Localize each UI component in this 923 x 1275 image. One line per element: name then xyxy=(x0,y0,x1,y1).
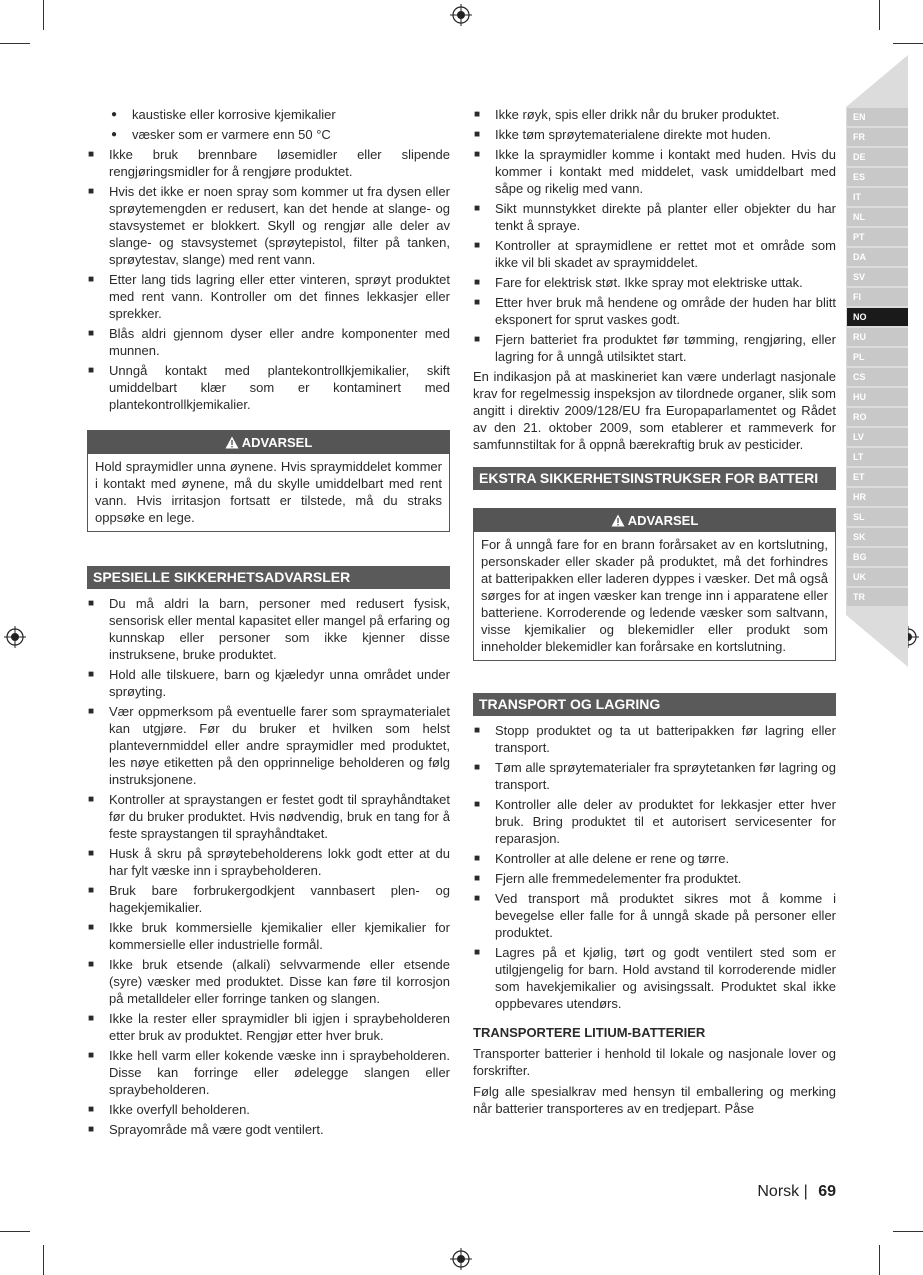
right-column xyxy=(473,106,836,1121)
list-item: ■ Sikt munnstykket direkte på planter eller objekter du har tenkt å spraye. xyxy=(473,200,836,234)
footer-separator: | xyxy=(803,1183,808,1200)
page-footer xyxy=(757,1183,836,1201)
list-item: ■ Ikke bruk etsende (alkali) selvvarmende eller etsende (syre) væsker med produktet. Disse kan føre til korrosjon på metalldeler eller forringe tanken og slangen. xyxy=(87,956,450,1007)
list-item: ■ Tøm alle sprøytematerialer fra sprøytetanken før lagring og transport. xyxy=(473,759,836,793)
bullet-list xyxy=(473,106,836,365)
tab-language-it[interactable]: IT xyxy=(847,188,908,206)
bullet-list xyxy=(87,146,450,413)
list-item: ■ Ikke la rester eller spraymidler bli igjen i spraybeholderen etter bruk av produktet. Rengjør etter hver bruk. xyxy=(87,1010,450,1044)
tab-language-ru[interactable]: RU xyxy=(847,328,908,346)
tab-language-hr[interactable]: HR xyxy=(847,488,908,506)
list-item: ■ Fare for elektrisk støt. Ikke spray mot elektriske uttak. xyxy=(473,274,836,291)
warning-triangle-icon xyxy=(611,514,625,527)
crop-mark xyxy=(43,1245,44,1275)
directive-paragraph: En indikasjon på at maskineriet kan være underlagt nasjonale krav for regelmessig inspeksjon av tilordnede organer, slik som angitt i direktiv 2009/128/EU fra Europaparlamentet og Rådet av den 21. oktober 2009, som etablerer et rammeverk for samfunnstiltak for å oppnå bærekraftig bruk av pesticider. xyxy=(473,369,836,452)
list-item: ● væsker som er varmere enn 50 °C xyxy=(87,126,450,143)
list-item: ■ Fjern alle fremmedelementer fra produktet. xyxy=(473,870,836,887)
tab-language-sk[interactable]: SK xyxy=(847,528,908,546)
list-item: ■ Kontroller at spraymidlene er rettet mot et område som ikke vil bli skadet av spraymiddelet. xyxy=(473,237,836,271)
registration-mark-icon xyxy=(450,4,472,26)
tab-language-nl[interactable]: NL xyxy=(847,208,908,226)
list-item: ■ Unngå kontakt med plantekontrollkjemikalier, skift umiddelbart klær som er kontaminert med plantekontrollkjemikalier. xyxy=(87,362,450,413)
list-item: ■ Ved transport må produktet sikres mot å komme i bevegelse eller falle for å unngå skade på personer eller produktet. xyxy=(473,890,836,941)
tab-language-es[interactable]: ES xyxy=(847,168,908,186)
bullet-list xyxy=(473,722,836,1012)
list-item: ■ Du må aldri la barn, personer med redusert fysisk, sensorisk eller mental kapasitet eller mangel på erfaring og kunnskap eller personer som ikke kjenner disse instruksene, bruke produktet. xyxy=(87,595,450,663)
list-item: ■ Stopp produktet og ta ut batteripakken før lagring eller transport. xyxy=(473,722,836,756)
list-item: ● kaustiske eller korrosive kjemikalier xyxy=(87,106,450,123)
list-item: ■ Fjern batteriet fra produktet før tømming, rengjøring, eller lagring for å unngå utilsiktet start. xyxy=(473,331,836,365)
list-item: ■ Ikke la spraymidler komme i kontakt med huden. Hvis du kommer i kontakt med middelet, vask umiddelbart med såpe og rikelig med vann. xyxy=(473,146,836,197)
list-item: ■ Lagres på et kjølig, tørt og godt ventilert sted som er utilgjengelig for barn. Hold avstand til korroderende midler som havekjemikalier og avisingssalt. Produktet skal ikke oppbevares utendørs. xyxy=(473,944,836,1012)
lithium-paragraph: Transporter batterier i henhold til lokale og nasjonale lover og forskrifter. xyxy=(473,1046,836,1078)
footer-language: Norsk xyxy=(757,1183,800,1200)
crop-mark xyxy=(43,0,44,30)
list-item: ■ Sprayområde må være godt ventilert. xyxy=(87,1121,450,1138)
tab-language-et[interactable]: ET xyxy=(847,468,908,486)
page-number: 69 xyxy=(818,1183,836,1200)
list-item: ■ Vær oppmerksom på eventuelle farer som spraymaterialet kan utgjøre. Før du bruker et hvilken som helst plantevernmiddel eller andre spraymidler med produktet, les nøye etiketten på den opprinnelige beholderen og følg instruksjonene. xyxy=(87,703,450,788)
tab-language-lt[interactable]: LT xyxy=(847,448,908,466)
crop-mark xyxy=(0,1231,30,1232)
list-item: ■ Bruk bare forbrukergodkjent vannbasert plen- og hagekjemikalier. xyxy=(87,882,450,916)
tab-language-ro[interactable]: RO xyxy=(847,408,908,426)
warning-text: For å unngå fare for en brann forårsaket av en kortslutning, personskader eller skader på produktet, må det forhindres at batteripakken eller laderen dyppes i væsker. Det må også sørges for at ingen væsker kan trenge inn i apparatene eller batteriene. Korroderende og ledende væsker som saltvann, visse kjemikalier og blekemidler eller produkt som inneholder blekemidler kan forårsake en kortslutning. xyxy=(481,537,828,654)
list-item: ■ Ikke bruk kommersielle kjemikalier eller kjemikalier for kommersielle eller industrielle formål. xyxy=(87,919,450,953)
tab-language-hu[interactable]: HU xyxy=(847,388,908,406)
list-item: ■ Ikke overfyll beholderen. xyxy=(87,1101,450,1118)
list-item: ■ Blås aldri gjennom dyser eller andre komponenter med munnen. xyxy=(87,325,450,359)
warning-text: Hold spraymidler unna øynene. Hvis spraymiddelet kommer i kontakt med øynene, må du skylle umiddelbart med rent vann. Hvis irritasjon fortsatt er tilstede, må du straks oppsøke en lege. xyxy=(95,459,442,525)
tab-language-tr[interactable]: TR xyxy=(847,588,908,606)
registration-mark-icon xyxy=(4,626,26,648)
tab-language-fr[interactable]: FR xyxy=(847,128,908,146)
section-heading-battery: EKSTRA SIKKERHETSINSTRUKSER FOR BATTERI xyxy=(473,467,836,490)
warning-box xyxy=(473,508,836,661)
crop-mark xyxy=(879,0,880,30)
tab-language-uk[interactable]: UK xyxy=(847,568,908,586)
crop-mark xyxy=(879,1245,880,1275)
warning-triangle-icon xyxy=(225,436,239,449)
list-item: ■ Ikke røyk, spis eller drikk når du bruker produktet. xyxy=(473,106,836,123)
warning-header xyxy=(88,431,449,454)
list-item: ■ Ikke tøm sprøytematerialene direkte mot huden. xyxy=(473,126,836,143)
tab-language-pt[interactable]: PT xyxy=(847,228,908,246)
tab-language-sv[interactable]: SV xyxy=(847,268,908,286)
list-item: ■ Husk å skru på sprøytebeholderens lokk godt etter at du har fylt væske inn i spraybeholderen. xyxy=(87,845,450,879)
list-item: ■ Hvis det ikke er noen spray som kommer ut fra dysen eller sprøytemengden er redusert, kan det hende at slange- og stavsystemet er blokkert. Skyll og rengjør alle deler av slange- og stavsystemet (sprøytepistol, filter på tanken, sprøytestav, slange) med rent vann. xyxy=(87,183,450,268)
bullet-list xyxy=(87,595,450,1138)
warning-title: ADVARSEL xyxy=(241,435,313,450)
list-item: ■ Kontroller at alle delene er rene og tørre. xyxy=(473,850,836,867)
subheading-lithium: TRANSPORTERE LITIUM-BATTERIER xyxy=(473,1025,706,1040)
registration-mark-icon xyxy=(450,1248,472,1270)
tab-language-cs[interactable]: CS xyxy=(847,368,908,386)
list-item: ■ Ikke bruk brennbare løsemidler eller slipende rengjøringsmidler for å rengjøre produktet. xyxy=(87,146,450,180)
list-item: ■ Etter hver bruk må hendene og område der huden har blitt eksponert for sprut vaskes godt. xyxy=(473,294,836,328)
left-column xyxy=(87,106,450,1141)
list-item: ■ Kontroller alle deler av produktet for lekkasjer etter hver bruk. Bring produktet til et autorisert servicesenter for reparasjon. xyxy=(473,796,836,847)
language-tabs xyxy=(847,108,908,608)
warning-title: ADVARSEL xyxy=(627,513,699,528)
tab-language-da[interactable]: DA xyxy=(847,248,908,266)
list-item: ■ Hold alle tilskuere, barn og kjæledyr unna området under sprøyting. xyxy=(87,666,450,700)
section-heading-transport: TRANSPORT OG LAGRING xyxy=(473,693,836,716)
tab-language-fi[interactable]: FI xyxy=(847,288,908,306)
tab-language-sl[interactable]: SL xyxy=(847,508,908,526)
crop-mark xyxy=(0,43,30,44)
crop-mark xyxy=(893,1231,923,1232)
list-item: ■ Ikke hell varm eller kokende væske inn i spraybeholderen. Disse kan forringe eller ødelegge slangen eller spraybeholderen. xyxy=(87,1047,450,1098)
tab-language-no[interactable]: NO xyxy=(847,308,908,326)
tab-language-lv[interactable]: LV xyxy=(847,428,908,446)
list-item: ■ Kontroller at spraystangen er festet godt til sprayhåndtaket før du bruker produktet. Hvis nødvendig, bruk en tang for å feste spraystangen til sprayhåndtaket. xyxy=(87,791,450,842)
list-item: ■ Etter lang tids lagring eller etter vinteren, sprøyt produktet med rent vann. Kontroller om det finnes lekkasjer eller sprekker. xyxy=(87,271,450,322)
lithium-paragraph: Følg alle spesialkrav med hensyn til emballering og merking når batterier transporteres av en tredjepart. Påse xyxy=(473,1084,836,1116)
tab-language-en[interactable]: EN xyxy=(847,108,908,126)
crop-mark xyxy=(893,43,923,44)
tab-language-bg[interactable]: BG xyxy=(847,548,908,566)
section-heading-special: SPESIELLE SIKKERHETSADVARSLER xyxy=(87,566,450,589)
warning-header xyxy=(474,509,835,532)
tab-language-pl[interactable]: PL xyxy=(847,348,908,366)
tab-language-de[interactable]: DE xyxy=(847,148,908,166)
warning-box xyxy=(87,430,450,532)
sub-bullet-list xyxy=(87,106,450,143)
